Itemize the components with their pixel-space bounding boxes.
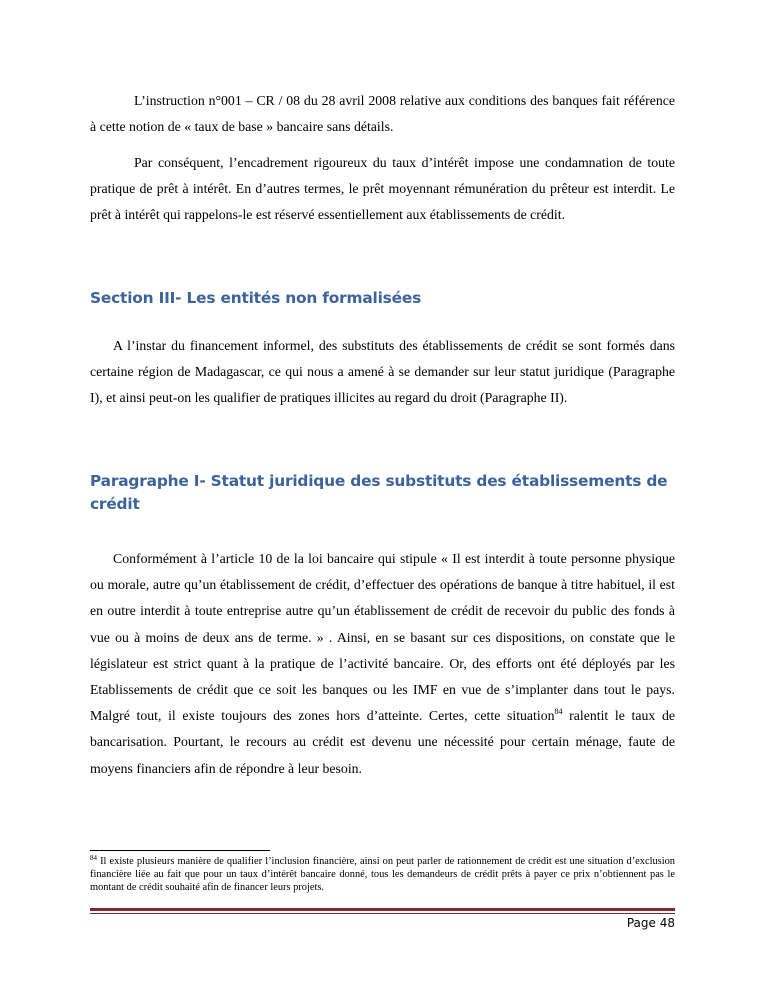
footer-rule-thin	[90, 913, 675, 914]
footnote-separator	[90, 850, 270, 851]
footnote-marker: 84	[90, 854, 97, 862]
footer-rule-thick	[90, 908, 675, 911]
footnote-text: Il existe plusieurs manière de qualifier l’inclusion financière, ainsi on peut parler de rationnement de crédit est une situation d’exclusion financière liée au fait que pour un taux d’intérêt bancaire donné, tous les demandeurs de crédit prêts à payer ce prix n’obtiennent pas le montant de crédit souhaité afin de financer leurs projets.	[90, 856, 675, 893]
banking-law-text-start: Conformément à l’article 10 de la loi bancaire qui stipule « Il est interdit à toute personne physique ou morale, autre qu’un établissement de crédit, d’effectuer des opérations de banque à titre habituel, il est en outre interdit à toute entreprise autre qu’un établissement de crédit de recevoir du public des fonds à vue ou à moins de deux ans de terme. » . Ainsi, en se basant sur ces dispositions, on constate que le législateur est strict quant à la pratique de l’activité bancaire. Or, des efforts ont été déployés par les Etablissements de crédit que ce soit les banques ou les IMF en vue de s’implanter dans tout le pays. Malgré tout, il existe toujours des zones hors d’atteinte. Certes, cette situation	[90, 551, 675, 724]
footnote-reference[interactable]: 84	[554, 707, 563, 717]
paragraph-banking-law	[90, 546, 675, 782]
page-number: Page 48	[626, 916, 675, 930]
paragraph-informal-entities: A l’instar du financement informel, des substituts des établissements de crédit se sont formés dans certaine région de Madagascar, ce qui nous a amené à se demander sur leur statut juridique (Paragraphe I), et ainsi peut-on les qualifier de pratiques illicites au regard du droit (Paragraphe II).	[90, 338, 675, 406]
paragraph-interest-rate-framework: Par conséquent, l’encadrement rigoureux du taux d’intérêt impose une condamnation de toute pratique de prêt à intérêt. En d’autres termes, le prêt moyennant rémunération du prêteur est interdit. Le prêt à intérêt qui rappelons-le est réservé essentiellement aux établissements de crédit.	[90, 155, 675, 223]
section-heading: Section III- Les entités non formalisées	[90, 289, 422, 307]
footnote	[90, 855, 675, 894]
paragraph-instruction-reference: L’instruction n°001 – CR / 08 du 28 avril 2008 relative aux conditions des banques fait référence à cette notion de « taux de base » bancaire sans détails.	[90, 93, 675, 135]
paragraph-heading: Paragraphe I- Statut juridique des substituts des établissements de crédit	[90, 472, 668, 513]
banking-law-text-end: ralentit le taux de bancarisation. Pourtant, le recours au crédit est devenu une nécessité pour certain ménage, faute de moyens financiers afin de répondre à leur besoin.	[90, 708, 675, 776]
